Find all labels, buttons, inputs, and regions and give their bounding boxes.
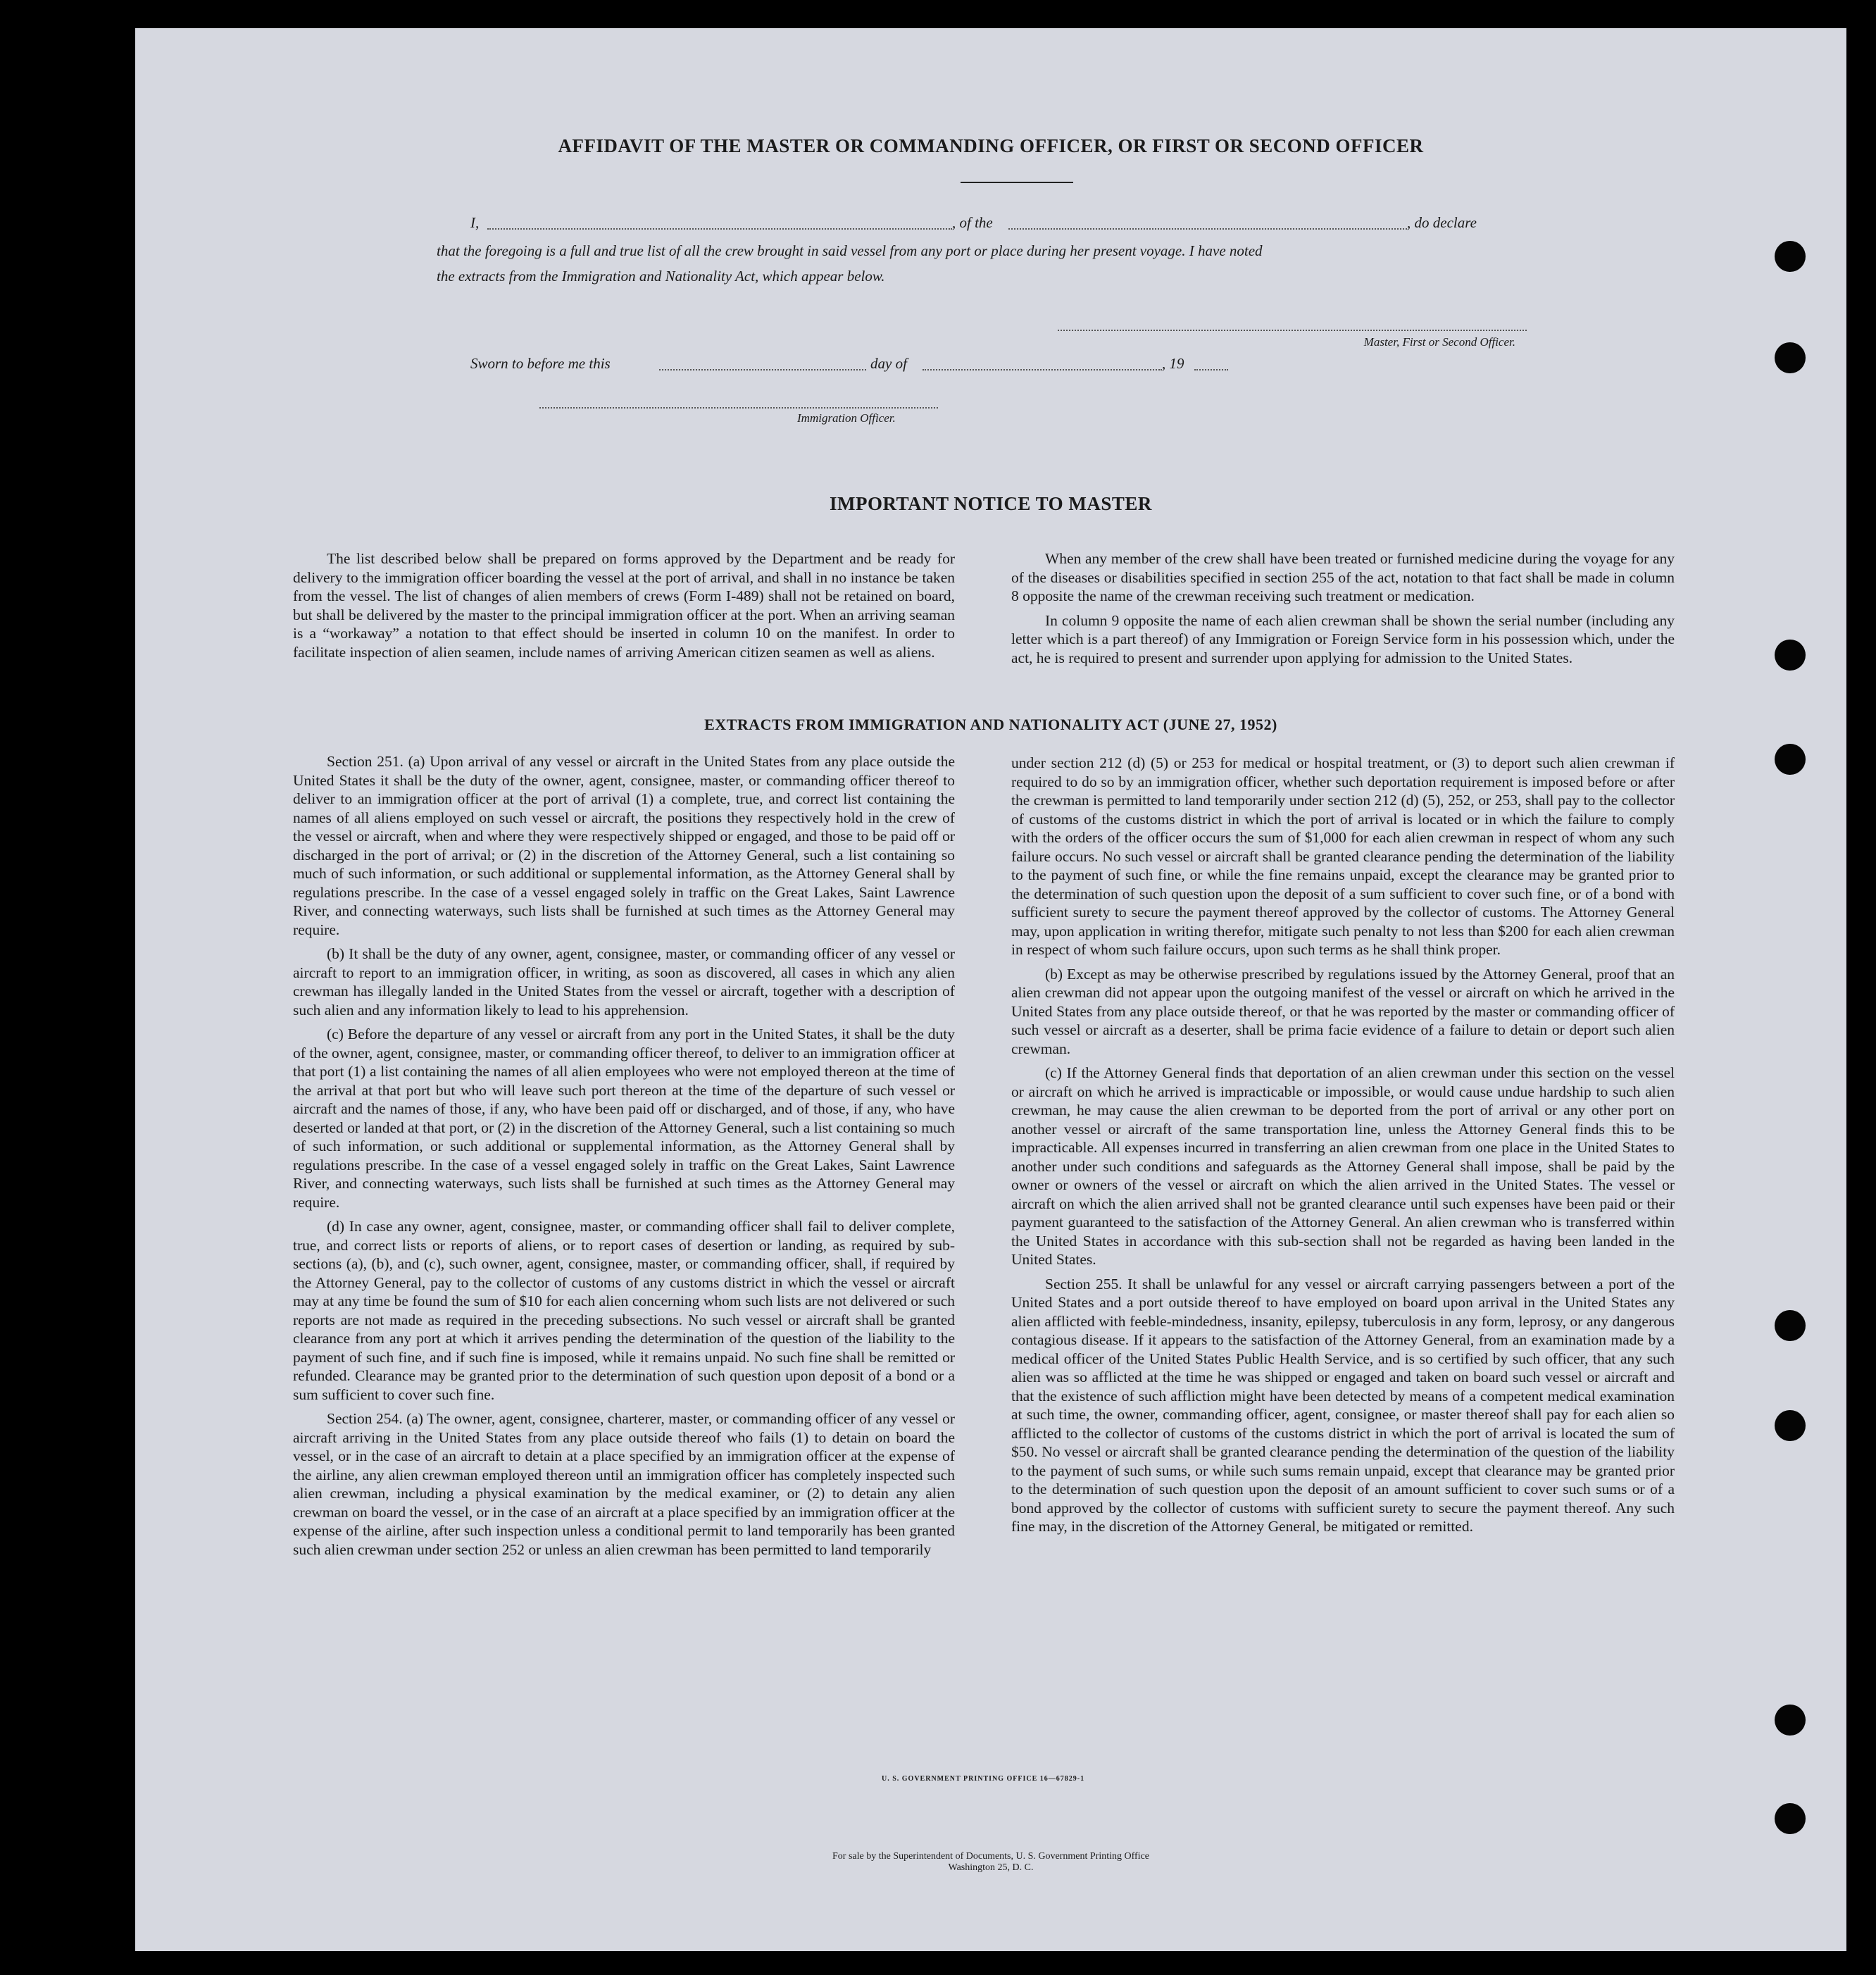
immigration-officer-label: Immigration Officer. [797,411,896,425]
binder-hole [1775,241,1806,272]
binder-hole [1775,1410,1806,1441]
binder-hole [1775,342,1806,373]
day-of-label: day of [870,355,907,372]
section-251-c: (c) Before the departure of any vessel or aircraft from any port in the United States, it shall be the duty of the owner, agent, consignee, master, or commanding officer thereof, to deliver to an immigration officer at that port (1) a list containing the names of all alien employees who were not employed thereon at the time of the arrival at that port but who will leave such port thereon at the time of the departure of such vessel or aircraft and the names of those, if any, who have been paid off or discharged, and of those, if any, who have deserted or landed at that port, or (2) in the discretion of the Attorney General, such a list containing so much of such information, or such additional or supplemental information, as the Attorney General shall by regulations prescribe. In the case of a vessel engaged solely in traffic on the Great Lakes, Saint Lawrence River, and connecting waterways, such lists shall be furnished at such times as the Attorney General may require. [293,1026,955,1211]
binder-hole [1775,1310,1806,1341]
affidavit-line-2: that the foregoing is a full and true list of all the crew brought in said vessel from any port or place during her present voyage. I have noted [437,242,1263,259]
sworn-day-field[interactable] [659,369,866,370]
sale-notice-line-2: Washington 25, D. C. [948,1862,1034,1873]
section-251-a: Section 251. (a) Upon arrival of any vessel or aircraft in the United States from any place outside the United States it shall be the duty of the owner, agent, consignee, master, or commanding officer thereof to deliver to an immigration officer at the port of arrival (1) a complete, true, and correct list containing the names of all aliens employed on such vessel or aircraft, the positions they respectively hold in the crew of the vessel or aircraft, when and where they were respectively shipped or engaged, and those to be paid off or discharged in the port of arrival; or (2) in the discretion of the Attorney General, such a list containing so much of such information, or such additional or supplemental information, as the Attorney General shall by regulations prescribe. In the case of a vessel engaged solely in traffic on the Great Lakes, Saint Lawrence River, and connecting waterways, such lists shall be furnished at such times as the Attorney General may require. [293,753,955,938]
year-label: , 19 [1162,355,1184,372]
notice-right-paragraph-2: In column 9 opposite the name of each alien crewman shall be shown the serial number (including any letter which is a part thereof) of any Immigration or Foreign Service form in his possession which, under the act, he is required to present and surrender upon applying for admission to the United States. [1011,611,1675,666]
section-254-a: Section 254. (a) The owner, agent, consignee, charterer, master, or commanding officer of any vessel or aircraft arriving in the United States from any place outside thereof who fails (1) to detain on board the vessel, or in the case of an aircraft to detain at a place specified by an immigration officer at the expense of the airline, any alien crewman employed thereon until an immigration officer has completely inspected such alien crewman, including a physical examination by the medical examiner, or (2) to detain any alien crewman on board the vessel, or in the case of an aircraft at a place specified by an immigration officer at the expense of the airline, after such inspection unless a conditional permit to land temporarily has been granted such alien crewman under section 252 or unless an alien crewman has been permitted to land temporarily [293,1410,955,1558]
vessel-field[interactable] [1008,228,1407,230]
extracts-right-column [1011,754,1675,1542]
section-254-c: (c) If the Attorney General finds that deportation of an alien crewman under this section on the vessel or aircraft on which he arrived is impracticable or impossible, or would cause undue hardship to such alien crewman, he may cause the alien crewman to be deported from the port of arrival or any other port on another vessel or aircraft of the same transportation line, unless the Attorney General finds this to be impracticable. All expenses incurred in transferring an alien crewman from one place in the United States to another under such conditions and safeguards as the Attorney General shall impose, shall be paid by the owner or owners of the vessel or aircraft on which the alien arrived in the United States. The vessel or aircraft on which the alien arrived shall not be granted clearance until such expenses have been paid or their payment guaranteed to the satisfaction of the Attorney General. An alien crewman who is transferred within the United States in accordance with this sub-section shall not be regarded as having been landed in the United States. [1011,1064,1675,1268]
master-signature-field[interactable] [1058,330,1527,331]
title-rule [961,182,1073,183]
binder-hole [1775,1803,1806,1834]
sale-notice-line-1: For sale by the Superintendent of Documents, U. S. Government Printing Office [832,1851,1149,1862]
affidavit-i-label: I, [470,214,480,231]
binder-hole [1775,640,1806,671]
affidavit-line-3: the extracts from the Immigration and Nationality Act, which appear below. [437,268,885,285]
section-251-d: (d) In case any owner, agent, consignee, master, or commanding officer shall fail to deliver complete, true, and correct lists or reports of aliens, or to report cases of desertion or landing, as required by sub-sections (a), (b), and (c), such owner, agent, consignee, master, or commanding officer, shall, if required by the Attorney General, pay to the collector of customs of any customs district in which the vessel or aircraft may at any time be found the sum of $10 for each alien concerning whom such lists are not delivered or such reports are not made as required in the preceding subsections. No such vessel or aircraft shall be granted clearance from any port at which it arrives pending the determination of the question of the liability to the payment of such fine, and if such fine is imposed, while it remains unpaid. No such fine shall be remitted or refunded. Clearance may be granted prior to the determination of such question upon deposit of a bond or a sum sufficient to cover such fine. [293,1218,955,1403]
notice-right-paragraph-1: When any member of the crew shall have been treated or furnished medicine during the voyage for any of the diseases or disabilities specified in section 255 of the act, notation to that fact shall be made in column 8 opposite the name of the crewman receiving such treatment or medication. [1011,550,1675,604]
binder-hole [1775,744,1806,775]
sworn-month-field[interactable] [923,369,1162,370]
of-the-label: , of the [952,214,993,231]
sworn-year-field[interactable] [1194,369,1228,370]
sworn-label: Sworn to before me this [470,355,611,372]
notice-right-column [1011,549,1675,673]
immigration-officer-signature-field[interactable] [539,407,938,409]
affidavit-title: AFFIDAVIT OF THE MASTER OR COMMANDING OFFICER, OR FIRST OR SECOND OFFICER [558,135,1424,156]
notice-left-paragraph: The list described below shall be prepared on forms approved by the Department and be ready for delivery to the immigration officer boarding the vessel at the port of arrival, and shall in no instance be taken from the vessel. The list of changes of alien members of crews (Form I-489) shall not be retained on board, but shall be delivered by the master to the principal immigration officer at the port. When an arriving seaman is a “workaway” a notation to that effect should be inserted in column 10 on the manifest. In order to facilitate inspection of alien seamen, include names of arriving American citizen seamen as well as aliens. [293,550,955,661]
notice-left-column [293,549,955,667]
printing-office-line: U. S. GOVERNMENT PRINTING OFFICE 16—67829-1 [882,1775,1085,1783]
section-254-b: (b) Except as may be otherwise prescribed by regulations issued by the Attorney General, proof that an alien crewman did not appear upon the outgoing manifest of the vessel or aircraft on which he arrived in the United States from any place outside thereof, or that he was reported by the master or commanding officer of such vessel or aircraft as a deserter, shall be prima facie evidence of a failure to detain or deport such alien crewman. [1011,965,1675,1057]
section-255: Section 255. It shall be unlawful for any vessel or aircraft carrying passengers between a port of the United States and a port outside thereof to have employed on board upon arrival in the United States any alien afflicted with feeble-mindedness, insanity, epilepsy, tuberculosis in any form, leprosy, or any dangerous contagious disease. If it appears to the satisfaction of the Attorney General, from an examination made by a medical officer of the United States Public Health Service, and is so certified by such officer, that any such alien was so afflicted at the time he was shipped or engaged and taken on board such vessel or aircraft and that the existence of such affliction might have been detected by means of a competent medical examination at such time, the owner, commanding officer, agent, consignee, or master thereof shall pay for each alien so afflicted to the collector of customs of the customs district in which the port of arrival is located the sum of $50. No vessel or aircraft shall be granted clearance pending the determination of the question of the liability to the payment of such sums, or while such sums remain unpaid, except that clearance may be granted prior to the determination of such question upon the deposit of an amount sufficient to cover such sums or of a bond approved by the collector of customs with sufficient surety to secure the payment thereof. Any such fine may, in the discretion of the Attorney General, be mitigated or remitted. [1011,1275,1675,1535]
form-page [135,28,1846,1951]
sale-notice [135,1851,1846,1874]
do-declare-label: , do declare [1407,214,1477,231]
section-251-b: (b) It shall be the duty of any owner, agent, consignee, master, or commanding officer of any vessel or aircraft to report to an immigration officer, in writing, as soon as discovered, all cases in which any alien crewman has illegally landed in the United States from the vessel or aircraft, together with a description of such alien and any information likely to lead to his apprehension. [293,945,955,1018]
binder-hole [1775,1705,1806,1736]
master-signature-label: Master, First or Second Officer. [1363,335,1515,349]
section-254-a-continued: under section 212 (d) (5) or 253 for medical or hospital treatment, or (3) to deport such alien crewman if required to do so by an immigration officer, whether such deportation requirement is imposed before or after the crewman is permitted to land temporarily under section 212 (d) (5), 252, or 253, shall pay to the collector of customs of the customs district in which the port of arrival is located or in which the failure to comply with the orders of the officer occurs the sum of $1,000 for each alien crewman in respect of whom any such failure occurs. No such vessel or aircraft shall be granted clearance pending the determination of the liability to the payment of such fine, or while the fine remains unpaid, except the clearance may be granted prior to the determination of such question upon the deposit of a sum sufficient to cover such fine, or of a bond with sufficient surety to secure the payment thereof approved by the collector of customs. The Attorney General may, upon application in writing therefor, mitigate such penalty to not less than $200 for each alien crewman in respect of whom such failure occurs, upon such terms as he shall think proper. [1011,754,1675,958]
extracts-left-column [293,752,955,1564]
extracts-title: EXTRACTS FROM IMMIGRATION AND NATIONALITY ACT (JUNE 27, 1952) [704,716,1277,733]
name-field[interactable] [487,228,952,230]
notice-title: IMPORTANT NOTICE TO MASTER [830,493,1152,514]
